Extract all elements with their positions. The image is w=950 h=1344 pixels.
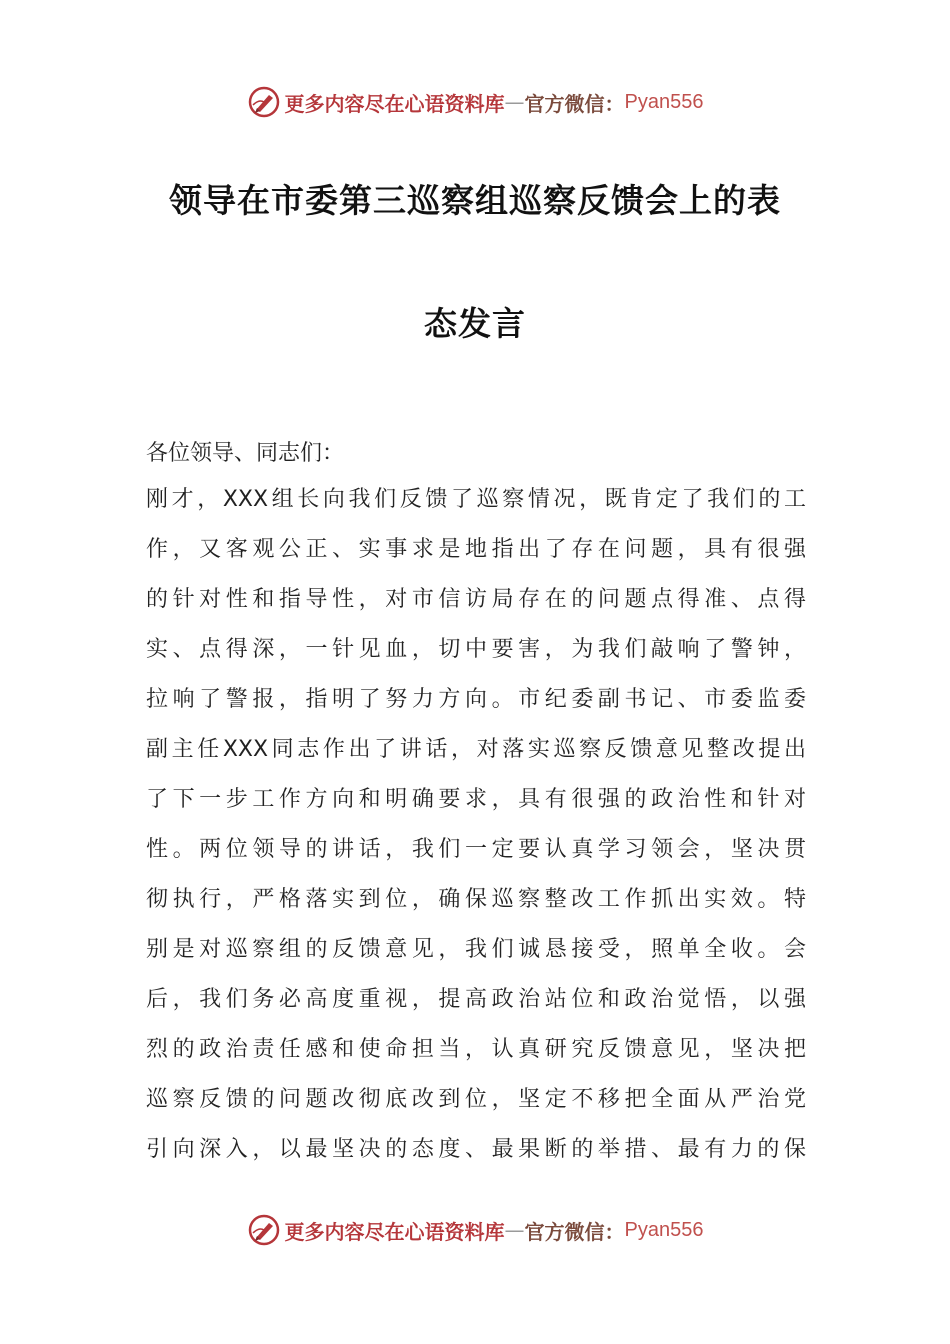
banner-wechat-account: Pyan556 <box>624 1218 704 1241</box>
banner-brand-text: 更多内容尽在心语资料库 <box>284 1219 505 1244</box>
body-line: 巡察反馈的问题改彻底改到位，坚定不移把全面从严治党 <box>146 1087 806 1112</box>
banner-separator: — <box>504 1218 525 1242</box>
body-line: 烈的政治责任感和使命担当，认真研究反馈意见，坚决把 <box>146 1037 806 1062</box>
footer-banner <box>0 1210 950 1250</box>
body-line: 引向深入，以最坚决的态度、最果断的举措、最有力的保 <box>146 1137 806 1162</box>
body-line: 了下一步工作方向和明确要求，具有很强的政治性和针对 <box>146 787 806 812</box>
banner-wechat-label: 官方微信： <box>524 1219 625 1244</box>
body-line: 性。两位领导的讲话，我们一定要认真学习领会，坚决贯 <box>146 837 806 862</box>
header-banner <box>0 82 950 122</box>
body-line: 作，又客观公正、实事求是地指出了存在问题，具有很强 <box>146 537 806 562</box>
pen-nib-logo-icon <box>247 85 281 119</box>
document-title-line1: 领导在市委第三巡察组巡察反馈会上的表 <box>169 181 781 220</box>
body-line: 别是对巡察组的反馈意见，我们诚恳接受，照单全收。会 <box>146 937 806 962</box>
banner-wechat-account: Pyan556 <box>624 90 704 113</box>
body-line: 后，我们务必高度重视，提高政治站位和政治觉悟，以强 <box>146 987 806 1012</box>
body-line: 实、点得深，一针见血，切中要害，为我们敲响了警钟， <box>146 637 806 662</box>
body-line: 刚才，XXX组长向我们反馈了巡察情况，既肯定了我们的工 <box>146 487 806 512</box>
greeting: 各位领导、同志们： <box>146 441 345 466</box>
banner-separator: — <box>504 90 525 114</box>
body-line: 拉响了警报，指明了努力方向。市纪委副书记、市委监委 <box>146 687 806 712</box>
body-line: 彻执行，严格落实到位，确保巡察整改工作抓出实效。特 <box>146 887 806 912</box>
banner-wechat-label: 官方微信： <box>524 91 625 116</box>
body-line: 副主任XXX同志作出了讲话，对落实巡察反馈意见整改提出 <box>146 737 806 762</box>
document-title-line2: 态发言 <box>424 304 526 343</box>
pen-nib-logo-icon <box>247 1213 281 1247</box>
body-line: 的针对性和指导性，对市信访局存在的问题点得准、点得 <box>146 587 806 612</box>
banner-brand-text: 更多内容尽在心语资料库 <box>284 91 505 116</box>
